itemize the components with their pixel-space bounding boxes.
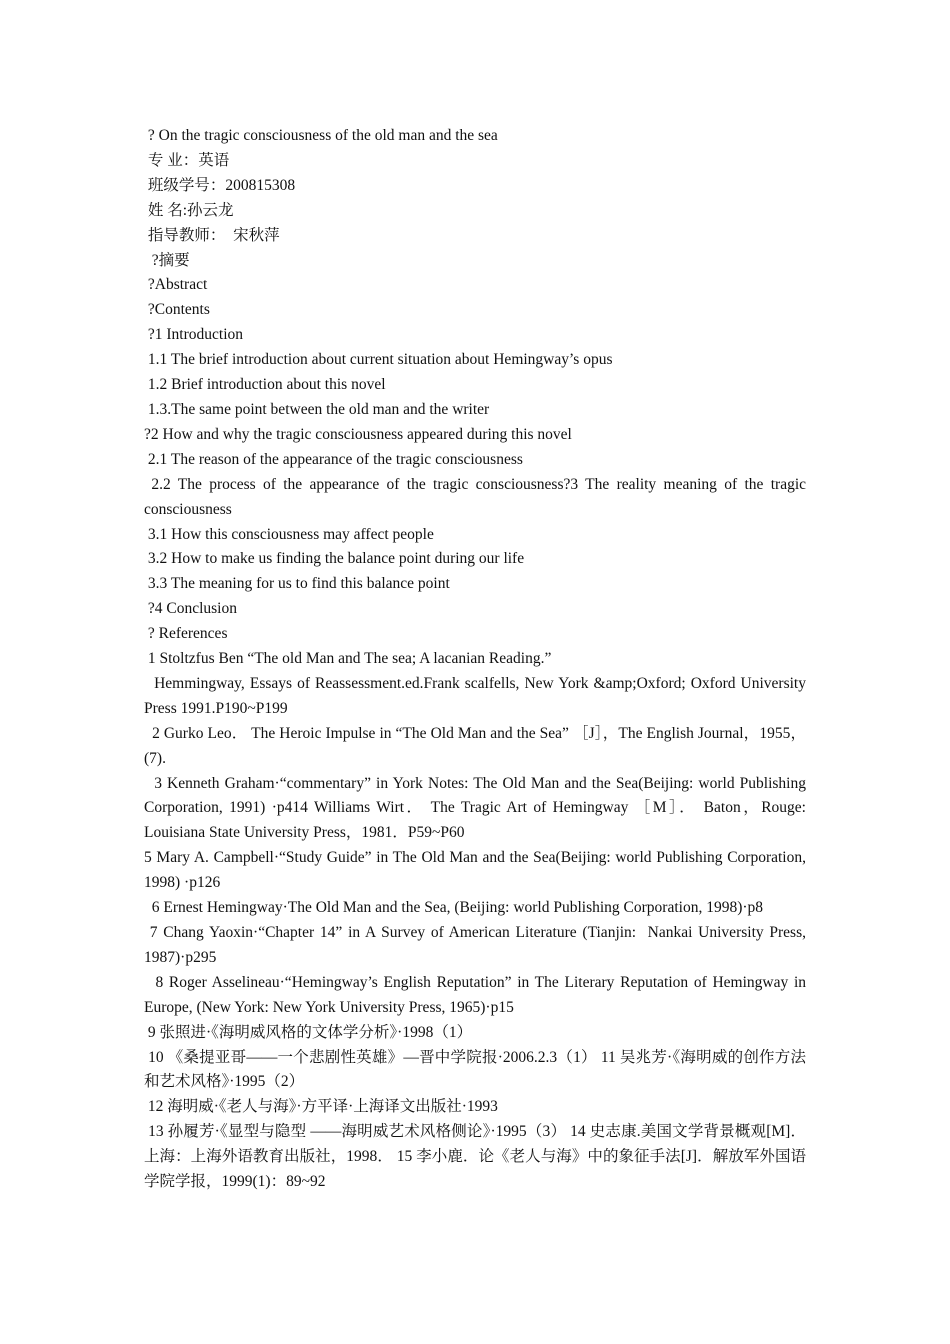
references-heading: ? References [144,625,228,643]
toc-section-1-3: 1.3.The same point between the old man and the writer [144,400,490,418]
reference-2: 2 Gurko Leo． The Heroic Impulse in “The Old Man and the Sea” ［J］，The English Journal，1955，(7). [144,724,807,767]
reference-13-15: 13 孙履芳·《显型与隐型 ——海明威艺术风格侧论》·1995（3） 14 史志康.美国文学背景概观[M]．上海：上海外语教育出版社，1998． 15 李小鹿．论《老人与海》中的象征手法[J]．解放军外国语学院学报，1999(1)：89~92 [144,1123,807,1191]
reference-1-cont: Hemmingway, Essays of Reassessment.ed.Frank scalfells, New York &amp;Oxford; Oxford University Press 1991.P190~P199 [144,674,810,717]
toc-section-3-1: 3.1 How this consciousness may affect people [144,525,434,543]
toc-section-1-2: 1.2 Brief introduction about this novel [144,376,386,394]
toc-section-3-2: 3.2 How to make us finding the balance point during our life [144,550,525,568]
toc-abstract-en: ?Abstract [144,276,208,294]
document-page [144,124,810,1195]
reference-3-4: 3 Kenneth Graham·“commentary” in York Notes: The Old Man and the Sea(Beijing: world Publishing Corporation, 1991) ·p414 Williams Wirt． The Tragic Art of Hemingway ［M］． Baton，Rouge: Louisiana State University Press，1981．P59~P60 [144,774,810,842]
toc-section-2: ?2 How and why the tragic consciousness appeared during this novel [144,425,572,443]
toc-contents: ?Contents [144,301,210,319]
reference-12: 12 海明威·《老人与海》·方平译·上海译文出版社·1993 [144,1098,498,1116]
reference-9: 9 张照进·《海明威风格的文体学分析》·1998（1） [144,1023,473,1041]
major-line: 专 业：英语 [144,151,230,169]
reference-6: 6 Ernest Hemingway·The Old Man and the Sea, (Beijing: world Publishing Corporation, 1998)·p8 [144,899,764,917]
name-line: 姓 名:孙云龙 [144,201,234,219]
reference-8: 8 Roger Asselineau·“Hemingway’s English Reputation” in The Literary Reputation of Hemingway in Europe, (New York: New York University Press, 1965)·p15 [144,973,810,1016]
toc-section-4: ?4 Conclusion [144,600,237,618]
toc-section-3-3: 3.3 The meaning for us to find this balance point [144,575,450,593]
reference-10-11: 10 《桑提亚哥——一个悲剧性英雄》—晋中学院报·2006.2.3（1） 11 吴兆芳·《海明威的创作方法和艺术风格》·1995（2） [144,1048,806,1091]
reference-1: 1 Stoltzfus Ben “The old Man and The sea; A lacanian Reading.” [144,650,552,668]
toc-section-1-1: 1.1 The brief introduction about current situation about Hemingway’s opus [144,351,613,369]
advisor-line: 指导教师： 宋秋萍 [144,226,280,244]
toc-section-2-2-and-3: 2.2 The process of the appearance of the tragic consciousness?3 The reality meaning of the tragic consciousness [144,475,810,518]
toc-section-2-1: 2.1 The reason of the appearance of the tragic consciousness [144,450,523,468]
toc-abstract-cn: ?摘要 [144,251,190,269]
reference-7: 7 Chang Yaoxin·“Chapter 14” in A Survey of American Literature (Tianjin: Nankai University Press, 1987)·p295 [144,924,810,966]
document-title: ? On the tragic consciousness of the old man and the sea [144,127,498,144]
reference-5: 5 Mary A. Campbell·“Study Guide” in The Old Man and the Sea(Beijing: world Publishing Corporation, 1998) ·p126 [144,849,810,892]
toc-section-1: ?1 Introduction [144,326,244,344]
class-id-line: 班级学号：200815308 [144,176,296,194]
